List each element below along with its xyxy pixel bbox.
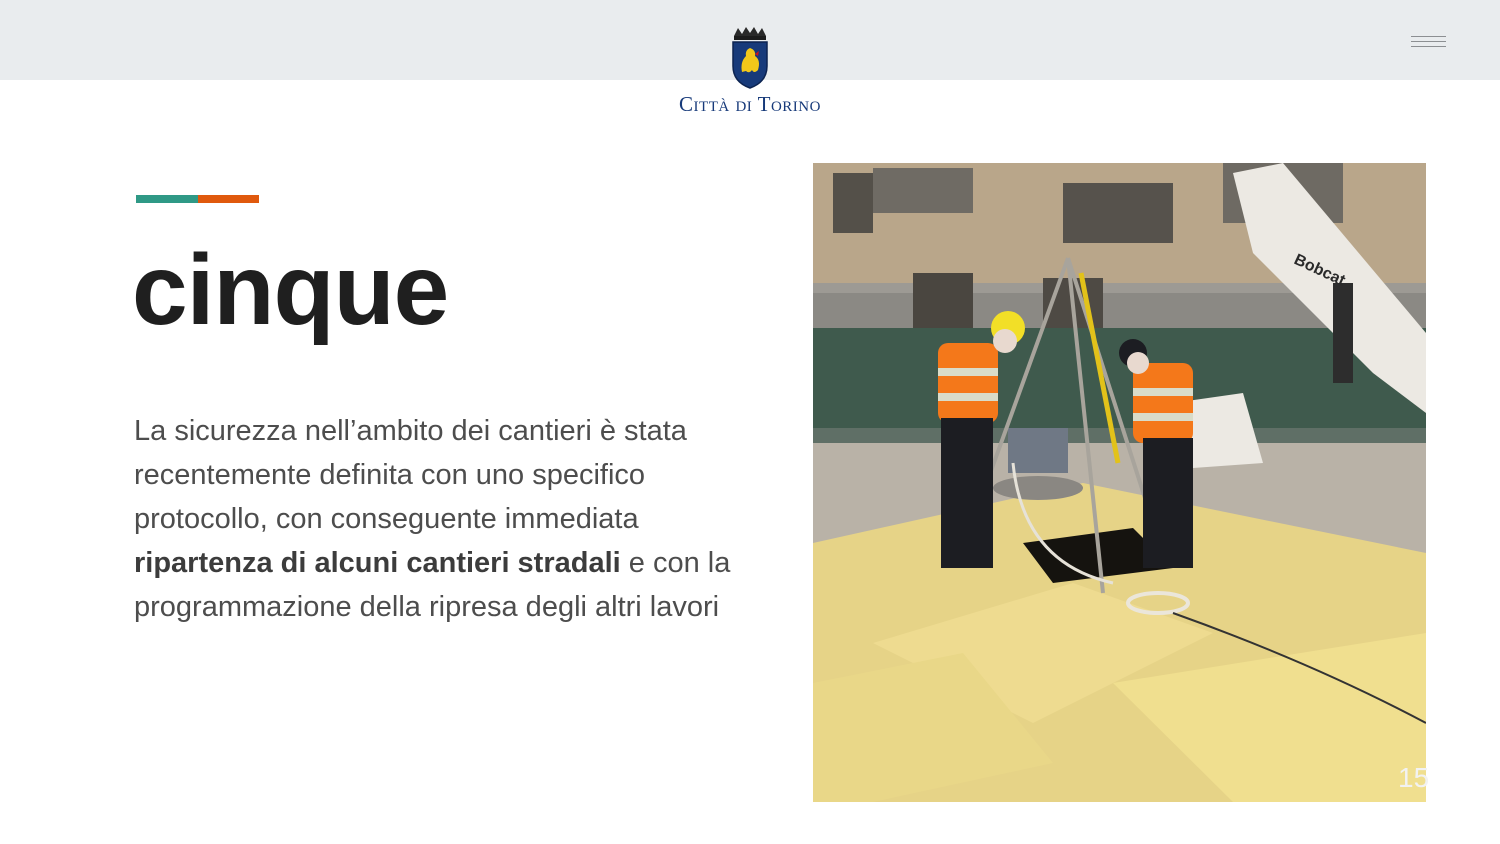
- slide-title: cinque: [132, 234, 449, 346]
- city-logo[interactable]: [660, 26, 840, 126]
- menu-line: [1411, 41, 1446, 42]
- logo-text: Città di Torino: [679, 92, 821, 116]
- construction-workers-photo: [813, 163, 1426, 802]
- body-text-bold: ripartenza di alcuni cantieri stradali: [134, 547, 621, 579]
- hamburger-menu-icon[interactable]: [1404, 30, 1452, 52]
- coat-of-arms-icon: [728, 26, 772, 90]
- accent-orange: [198, 195, 259, 203]
- construction-photo: [813, 163, 1426, 802]
- menu-line: [1411, 36, 1446, 37]
- photo-brand-label: Bobcat: [1291, 251, 1348, 290]
- page-number: 15: [1398, 762, 1430, 793]
- accent-line: [136, 195, 259, 203]
- body-text-part2: e con la programmazione della ripresa degli altri lavori: [134, 547, 731, 623]
- body-text-part1: La sicurezza nell’ambito dei cantieri è stata recentemente definita con uno specifico protocollo, con conseguente immediata: [134, 415, 687, 535]
- menu-line: [1411, 46, 1446, 47]
- accent-teal: [136, 195, 198, 203]
- slide-body: [134, 409, 754, 629]
